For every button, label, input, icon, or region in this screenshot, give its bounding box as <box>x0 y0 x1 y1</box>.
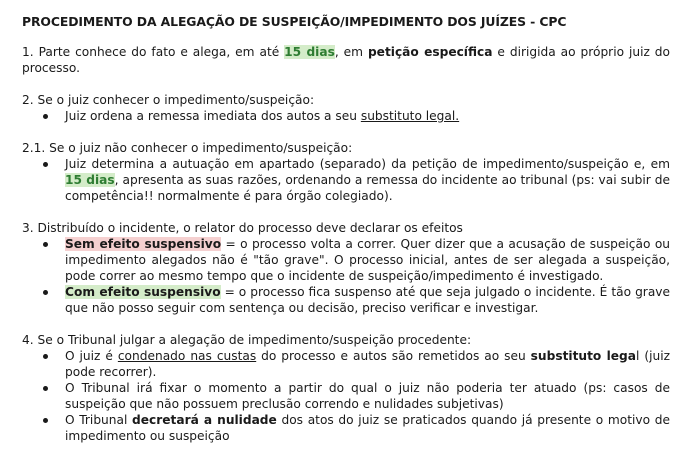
underline-condenado-nas-custas: condenado nas custas <box>117 349 257 363</box>
step-4-heading: 4. Se o Tribunal julgar a alegação de impedimento/suspeição procedente: <box>22 333 472 347</box>
step-3-list <box>22 236 670 316</box>
highlight-sem-efeito-suspensivo: Sem efeito suspensivo <box>65 237 222 251</box>
step-2-1-list <box>22 156 670 204</box>
bold-substituto-legal: substituto lega <box>530 349 637 363</box>
step-2-1-heading: 2.1. Se o juiz não conhecer o impedimento/suspeição: <box>22 141 353 155</box>
document-title: PROCEDIMENTO DA ALEGAÇÃO DE SUSPEIÇÃO/IMPEDIMENTO DOS JUÍZES - CPC <box>22 14 567 29</box>
bold-decretara-a-nulidade: decretará a nulidade <box>132 413 277 427</box>
list-item: O Tribunal decretará a nulidade dos atos do juiz se praticados quando já presente o motivo de impedimento ou suspeição <box>65 413 670 443</box>
step-2-list <box>22 108 670 124</box>
list-item: O Tribunal irá fixar o momento a partir do qual o juiz não poderia ter atuado (ps: casos de suspeição que não possuem preclusão correndo e nulidades subjetivas) <box>65 381 670 411</box>
step-2-heading: 2. Se o juiz conhecer o impedimento/suspeição: <box>22 93 315 107</box>
step-4-list <box>22 348 670 444</box>
step-1-text-c: e dirigida ao próprio juiz do processo. <box>22 45 670 75</box>
list-item: Com efeito suspensivo = o processo fica suspenso até que seja julgado o incidente. É tão grave que não posso seguir com sentença ou decisão, preciso verificar e investigar. <box>65 285 670 315</box>
list-item: O juiz é condenado nas custas do processo e autos são remetidos ao seu substituto legal (juiz pode recorrer). <box>65 349 671 379</box>
underline-substituto-legal: substituto legal. <box>360 109 460 123</box>
step-1-text-a: 1. Parte conhece do fato e alega, em até <box>22 45 285 59</box>
highlight-15-dias: 15 dias <box>284 45 335 59</box>
step-1-text-b: , em <box>334 45 368 59</box>
bold-peticao-especifica: petição específica <box>367 45 493 59</box>
list-item: Juiz ordena a remessa imediata dos autos a seu substituto legal. <box>65 108 670 124</box>
highlight-15-dias-2: 15 dias <box>65 173 115 187</box>
list-item: Juiz determina a autuação em apartado (separado) da petição de impedimento/suspeição e, em 15 dias, apresenta as suas razões, ordenando a remessa do incidente ao tribunal (ps: vai subir de competência!! normalmente é para órgão colegiado). <box>65 157 670 203</box>
list-item: Sem efeito suspensivo = o processo volta a correr. Quer dizer que a acusação de suspeição ou impedimento alegados não é "tão grave". O processo inicial, antes de ser alegada a suspeição, pode correr ao mesmo tempo que o incidente de suspeição/impedimento é investigado. <box>65 237 670 283</box>
step-1-paragraph <box>22 44 670 76</box>
step-3-heading: 3. Distribuído o incidente, o relator do processo deve declarar os efeitos <box>22 221 463 235</box>
highlight-com-efeito-suspensivo: Com efeito suspensivo <box>65 285 221 299</box>
